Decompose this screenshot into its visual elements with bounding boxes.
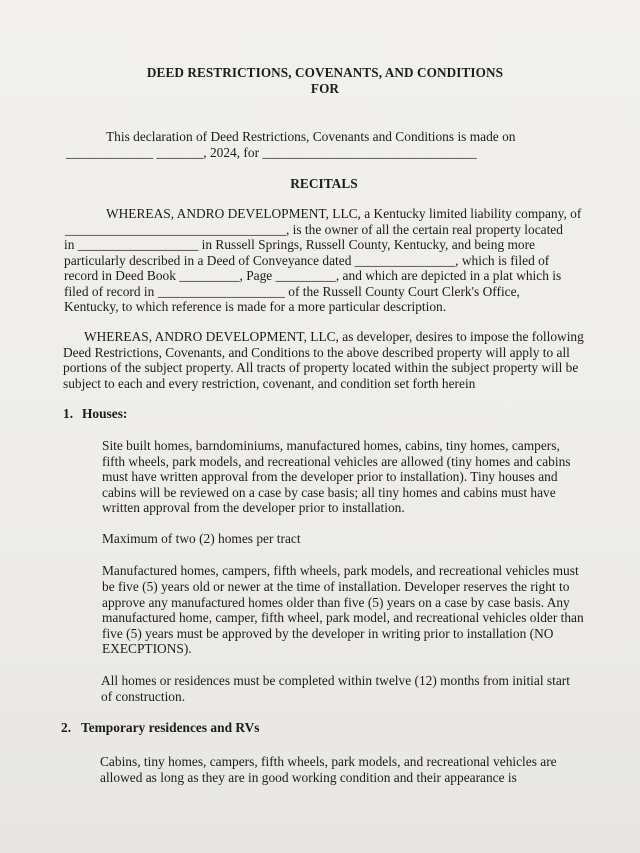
section2-number: 2. [61,720,72,735]
recital1-line: in __________________ in Russell Springs, Russell County, Kentucky, and being more [64,237,536,252]
intro-line: _____________ _______, 2024, for ________________________________ [66,145,477,160]
section1-para1-line: written approval from the developer prior to installation. [102,500,405,515]
section1-para1-line: Site built homes, barndominiums, manufactured homes, cabins, tiny homes, campers, [102,438,560,453]
section2-heading: Temporary residences and RVs [81,720,260,735]
section1-para3-line: approve any manufactured homes older than five (5) years on a case by case basis. Any [102,595,570,610]
section1-para4-line: All homes or residences must be completed within twelve (12) months from initial start [101,673,570,688]
section1-para1-line: fifth wheels, park models, and recreational vehicles are allowed (tiny homes and cabins [102,454,571,469]
intro-line: This declaration of Deed Restrictions, Covenants and Conditions is made on [106,129,516,144]
recital1-line: Kentucky, to which reference is made for a more particular description. [64,299,447,314]
section2-para1-line: allowed as long as they are in good working condition and their appearance is [100,770,517,785]
section1-heading: Houses: [82,406,128,421]
section1-para3-line: EXECPTIONS). [102,641,192,656]
recital2-line: Deed Restrictions, Covenants, and Conditions to the above described property will apply to all [63,345,570,360]
section1-para3-line: five (5) years must be approved by the developer in writing prior to installation (NO [102,626,554,641]
document-title-for: FOR [310,81,340,96]
section1-para2-line: Maximum of two (2) homes per tract [102,531,301,546]
recital2-line: WHEREAS, ANDRO DEVELOPMENT, LLC, as developer, desires to impose the following [84,329,584,344]
section1-para3-line: manufactured home, camper, fifth wheel, park model, and recreational vehicles older than [102,610,584,625]
recital2-line: portions of the subject property. All tracts of property located within the subject property will be [63,360,579,375]
section1-para3-line: Manufactured homes, campers, fifth wheels, park models, and recreational vehicles must [102,563,579,578]
section1-number: 1. [63,406,74,421]
section1-para1-line: cabins will be reviewed on a case by case basis; all tiny homes and cabins must have [102,485,556,500]
recitals-heading: RECITALS [290,176,358,191]
section1-para3-line: be five (5) years old or newer at the time of installation. Developer reserves the right to [102,579,570,594]
recital1-line: _________________________________, is the owner of all the certain real property located [65,222,563,237]
recital1-line: WHEREAS, ANDRO DEVELOPMENT, LLC, a Kentucky limited liability company, of [106,206,582,221]
recital2-line: subject to each and every restriction, covenant, and condition set forth herein [63,376,476,391]
recital1-line: record in Deed Book _________, Page _________, and which are depicted in a plat which is [64,268,562,283]
recital1-line: particularly described in a Deed of Conveyance dated _______________, which is filed of [64,253,550,268]
recital1-line: filed of record in ___________________ of the Russell County Court Clerk's Office, [64,284,520,299]
section1-para4-line: of construction. [101,689,186,704]
section1-para1-line: must have written approval from the developer prior to installation). Tiny houses and [102,469,558,484]
document-title: DEED RESTRICTIONS, COVENANTS, AND CONDITIONS [146,65,504,80]
section2-para1-line: Cabins, tiny homes, campers, fifth wheels, park models, and recreational vehicles are [100,754,557,769]
